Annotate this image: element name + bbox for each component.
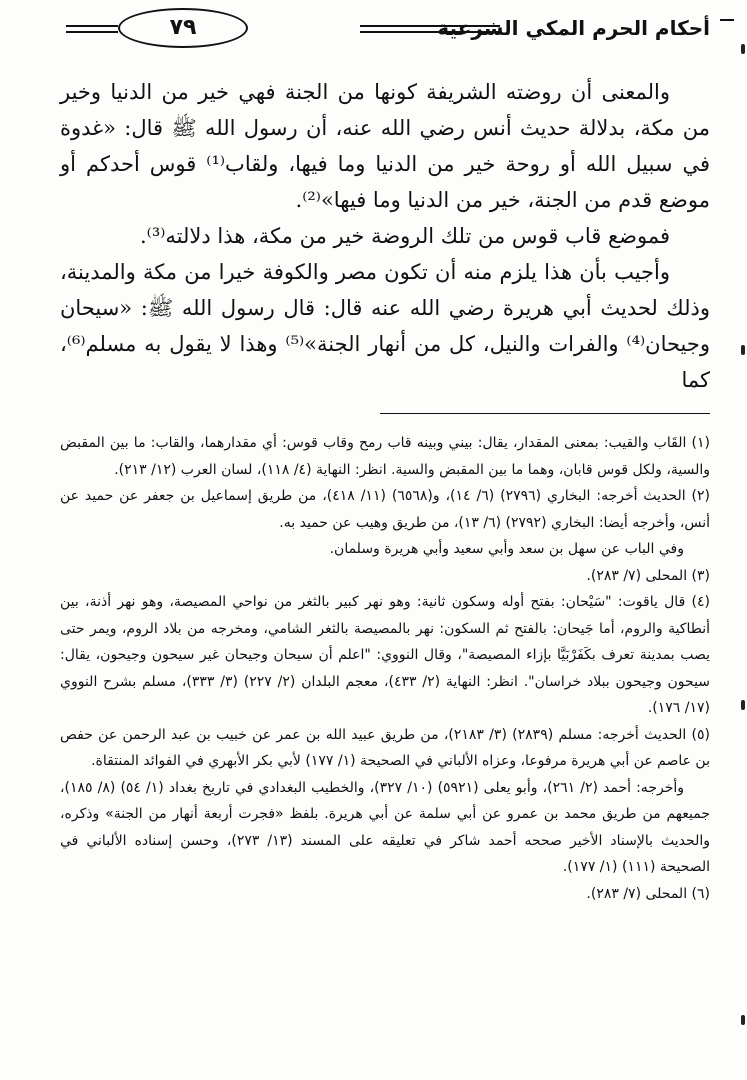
body-paragraph: والمعنى أن روضته الشريفة كونها من الجنة فهي خير من الدنيا وخير من مكة، بدلالة حديث أنس رضي الله عنه، أن رسول الله ﷺ قال: «غدوة في سبيل الله أو روحة خير من الدنيا وما فيها، ولقاب⁽¹⁾ قوس أحدكم أو موضع قدم من الجنة، خير من الدنيا وما فيها»⁽²⁾. [60,80,710,212]
header-rule-left-bottom [66,31,118,33]
page-header [60,6,710,54]
footnote-4: (٤) قال ياقوت: "سَيْحان: بفتح أوله وسكون ثانية: وهو نهر كبير بالثغر من نواحي المصيصة، وهو نهر أذنة، بين أنطاكية والروم، أما جَيحان: بالفتح ثم السكون: نهر بالمصيصة بالثغر الشامي، ومخرجه من بلاد الروم، ويمر حتى يصب بمدينة تعرف بكَفَرْبَيَّا بإزاء المصيصة"، وقال النووي: "اعلم أن سيحان وجيحان غير سيحون وجيحون، يقال: سيحون وجيحون ببلاد خراسان". انظر: النهاية (٢/ ٤٣٣)، معجم البلدان (٢/ ٢٢٧) (٣/ ٣٣٣)، مسلم بشرح النووي (١٧/ ١٧٦). [60,594,711,716]
footnote-5-continued: وأخرجه: أحمد (٢/ ٢٦١)، وأبو يعلى (٥٩٢١) (١٠/ ٣٢٧)، والخطيب البغدادي في تاريخ بغداد (١/ ٥٤) (٨/ ١٨٥)، جميعهم من طريق محمد بن عمرو عن أبي سلمة عن أبي هريرة. بلفظ «فجرت أربعة أنهار من الجنة» وذكره، والحديث بالإسناد الأخير صححه أحمد شاكر في تعليقه على المسند (١٣/ ٢٧٣)، وحسن إسناده الألباني في الصحيحة (١١١) (١/ ١٧٧). [60,779,710,875]
footnotes [60,430,710,907]
header-dash [720,19,734,21]
footnote-3: (٣) المحلى (٧/ ٢٨٣). [586,567,710,584]
body-paragraph: وأجيب بأن هذا يلزم منه أن تكون مصر والكوفة خيرا من مكة والمدينة، وذلك لحديث أبي هريرة رضي الله عنه قال: قال رسول الله ﷺ: «سيحان وجيحان⁽⁴⁾ والفرات والنيل، كل من أنهار الجنة»⁽⁵⁾ وهذا لا يقول به مسلم⁽⁶⁾، كما [60,260,710,392]
running-title: أحكام الحرم المكي الشرعية [437,16,710,40]
main-text [60,74,710,398]
page-number: ٧٩ [118,8,248,48]
scan-speck [741,44,745,54]
scan-speck [741,700,745,710]
footnote-6: (٦) المحلى (٧/ ٢٨٣). [586,885,710,902]
footnote-2-continued: وفي الباب عن سهل بن سعد وأبي سعيد وأبي هريرة وسلمان. [329,541,684,557]
scan-speck [741,1015,745,1025]
footnote-2: (٢) الحديث أخرجه: البخاري (٢٧٩٦) (٦/ ١٤)، و(٦٥٦٨) (١١/ ٤١٨)، من طريق إسماعيل بن جعفر عن حميد عن أنس، وأخرجه أيضا: البخاري (٢٧٩٢) (٦/ ١٣)، من طريق وهيب عن حميد به. [60,488,710,531]
header-rule-left-top [66,25,118,27]
body-paragraph: فموضع قاب قوس من تلك الروضة خير من مكة، هذا دلالته⁽³⁾. [140,224,670,248]
scan-speck [741,345,745,355]
footnote-1: (١) القَاب والقيب: بمعنى المقدار، يقال: بيني وبينه قاب رمح وقاب قوس: أي مقدارهما، والقاب: ما بين المقبض والسية، ولكل قوس قابان، وهما ما بين المقبض والسية. انظر: النهاية (٤/ ١١٨)، لسان العرب (١٢/ ٢١٣). [60,435,710,478]
footnote-5: (٥) الحديث أخرجه: مسلم (٢٨٣٩) (٣/ ٢١٨٣)، من طريق عبيد الله بن عمر عن خبيب بن عبد الرحمن عن حفص بن عاصم عن أبي هريرة مرفوعا، وعزاه الألباني في الصحيحة (١/ ١٧٧) لأبي بكر الأبهري في الفوائد المنتقاة. [60,726,711,769]
footnote-separator [380,413,710,414]
